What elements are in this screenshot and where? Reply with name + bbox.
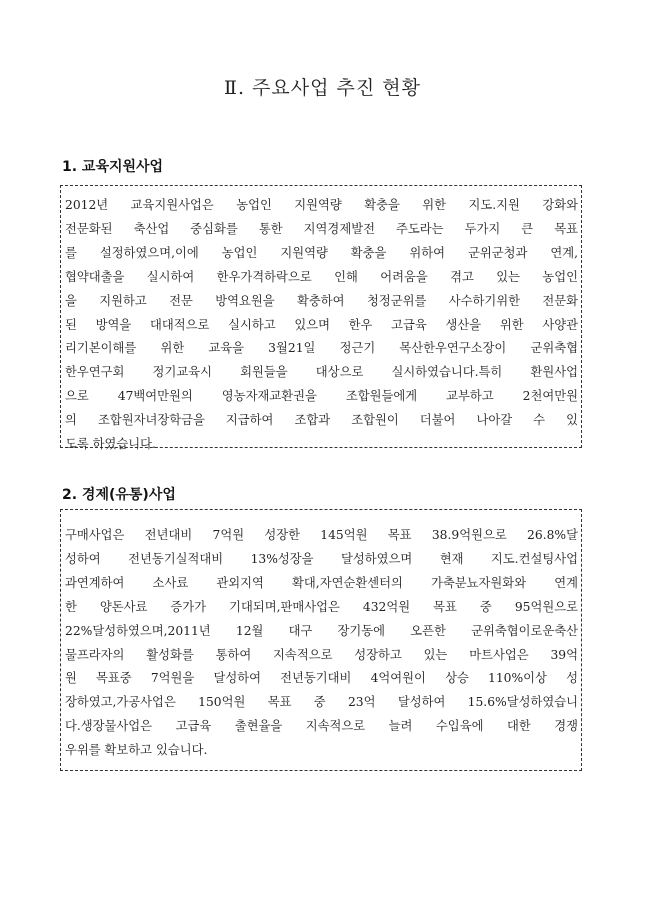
paragraph-line: 우위를 확보하고 있습니다. [65,743,208,758]
paragraph-line: 된 방역을 대대적으로 실시하고 있으며 한우 고급육 생산을 위한 사양관 [65,317,578,332]
paragraph-line: 으로 47백여만원의 영농자재교환권을 조합원들에게 교부하고 2천여만원 [65,389,578,404]
paragraph-line: 한 양돈사료 증가가 기대되며,판매사업은 432억원 목표 중 95억원으로 [65,599,578,614]
paragraph-line: 을 지원하고 전문 방역요원을 확충하여 청정군위를 사수하기위한 전문화 [65,293,578,308]
section-heading-education: 1. 교육지원사업 [62,159,164,175]
page-title: Ⅱ. 주요사업 추진 현황 [224,77,421,99]
paragraph-line: 를 설정하였으며,이에 농업인 지원역량 확충을 위하여 군위군청과 연계, [65,245,578,260]
paragraph-line: 전문화된 축산업 중심화를 통한 지역경제발전 주도라는 두가지 큰 목표 [65,221,578,236]
paragraph-line: 구매사업은 전년대비 7억원 성장한 145억원 목표 38.9억원으로 26.8%달 [65,528,578,542]
paragraph-line: 의 조합원자녀장학금을 지급하여 조합과 조합원이 더불어 나아갈 수 있 [65,413,578,428]
paragraph-line: 원 목표중 7억원을 달성하여 전년동기대비 4억여원이 상승 110%이상 성 [65,671,578,686]
paragraph-line: 성하여 전년동기실적대비 13%성장을 달성하였으며 현재 지도.컨설팅사업 [65,551,578,566]
paragraph-line: 협약대출을 실시하여 한우가격하락으로 인해 어려움을 겪고 있는 농업인 [65,269,578,284]
paragraph-line: 과연계하여 소사료 관외지역 확대,자연순환센터의 가축분뇨자원화와 연계 [65,575,578,590]
paragraph-line: 한우연구회 정기교육시 회원들을 대상으로 실시하였습니다.특히 환원사업 [65,365,578,380]
paragraph-line: 도록 하였습니다. [65,437,156,452]
paragraph-line: 리기본이해를 위한 교육을 3월21일 정근기 목산한우연구소장이 군위축협 [65,341,578,356]
section-heading-economy: 2. 경제(유통)사업 [62,487,176,503]
paragraph-line: 2012년 교육지원사업은 농업인 지원역량 확충을 위한 지도.지원 강화와 [65,198,578,212]
section-box-economy [60,509,582,771]
paragraph-line: 장하였고,가공사업은 150억원 목표 중 23억 달성하여 15.6%달성하였습니 [65,695,578,710]
paragraph-line: 22%달성하였으며,2011년 12월 대구 장기동에 오픈한 군위축협이로운축산 [65,623,578,638]
paragraph-line: 다.생장물사업은 고급육 출현율을 지속적으로 늘려 수입육에 대한 경쟁 [65,719,578,734]
section-box-education [60,185,582,452]
paragraph-line: 물프라자의 활성화를 통하여 지속적으로 성장하고 있는 마트사업은 39억 [65,647,578,662]
